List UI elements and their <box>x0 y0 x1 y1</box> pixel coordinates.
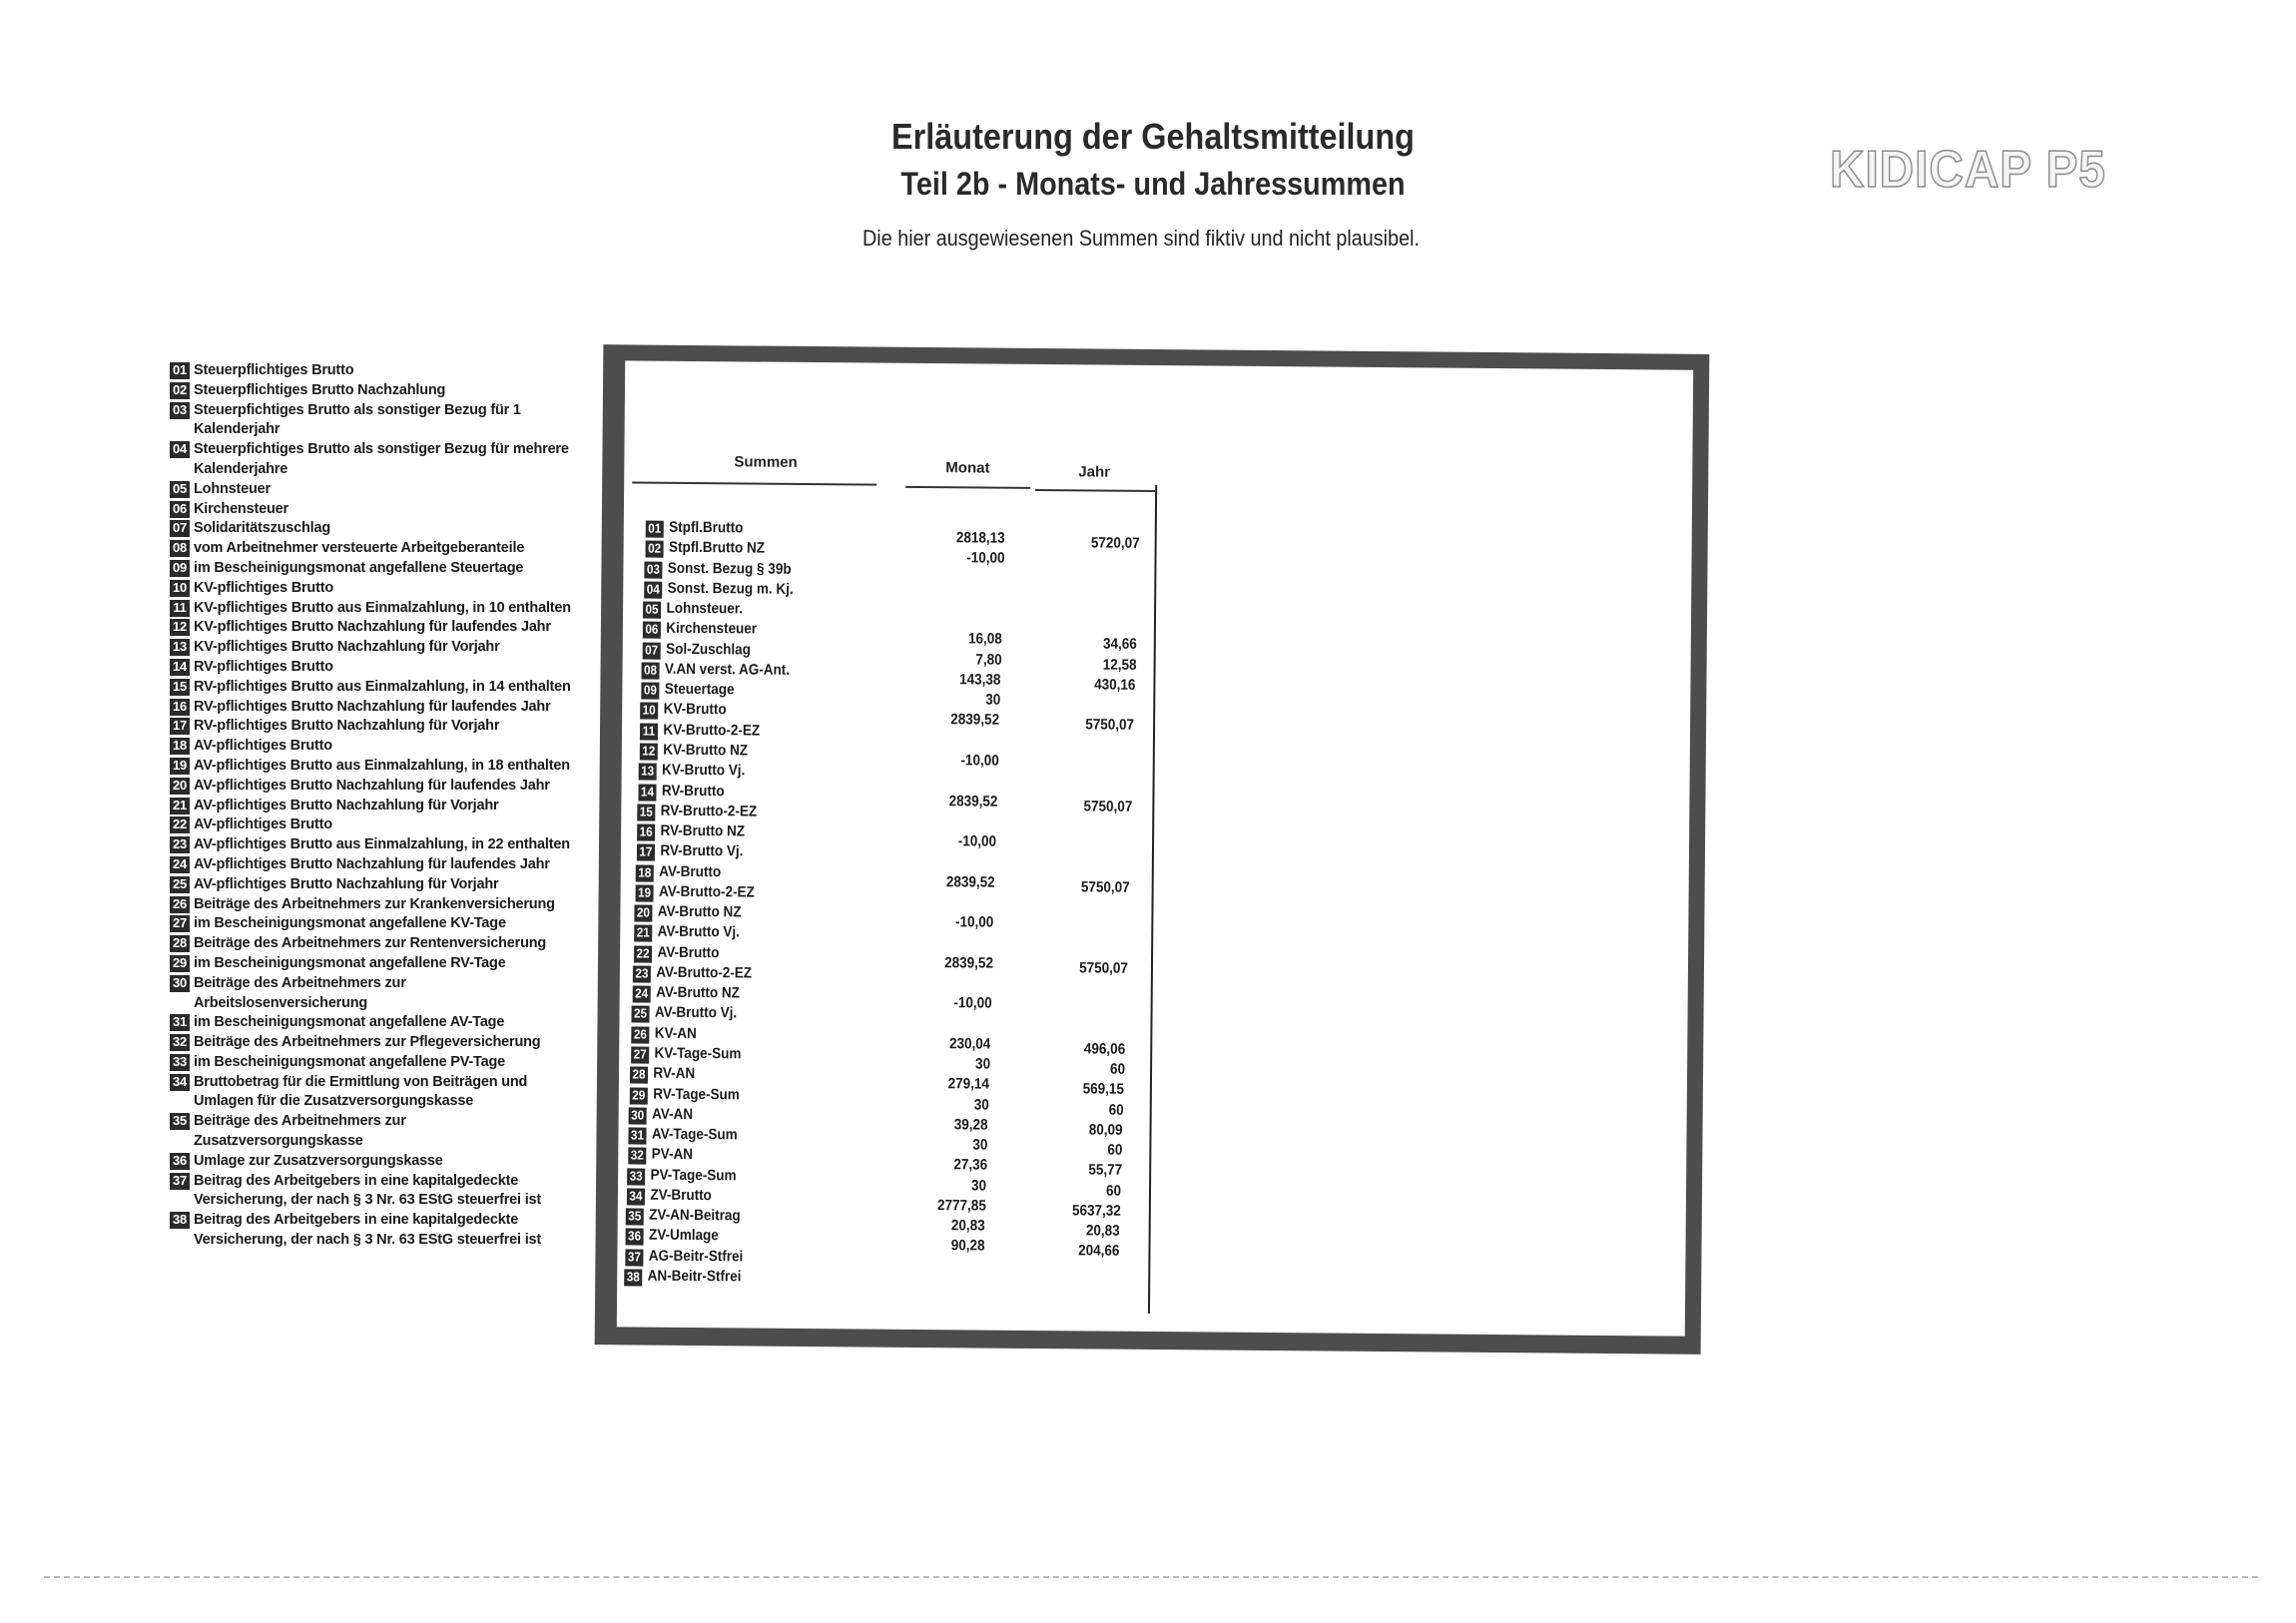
legend-item <box>170 480 609 500</box>
row-number-badge: 11 <box>640 723 658 740</box>
item-number-badge: 32 <box>170 1034 190 1051</box>
row-label: AV-Brutto Vj. <box>657 923 740 941</box>
legend-item-text: KV-pflichtiges Brutto Nachzahlung für laufendes Jahr <box>194 619 551 636</box>
row-number-badge: 29 <box>630 1087 648 1104</box>
row-jahr-value: 5750,07 <box>1083 797 1133 815</box>
item-number-badge: 37 <box>170 1173 190 1190</box>
legend-item <box>170 895 609 915</box>
legend-item <box>170 401 609 441</box>
jahr-underline <box>1035 489 1155 492</box>
item-number-badge: 26 <box>170 896 190 913</box>
legend-item-text: AV-pflichtiges Brutto Nachzahlung für laufendes Jahr <box>194 855 550 872</box>
legend-item <box>170 381 609 401</box>
row-monat-value: 7,80 <box>974 651 1002 669</box>
row-monat-value: -10,00 <box>955 913 994 931</box>
item-number-badge: 06 <box>170 501 190 518</box>
legend-item <box>170 717 609 737</box>
legend-item <box>170 361 609 381</box>
legend-item-text: KV-pflichtiges Brutto Nachzahlung für Vorjahr <box>194 639 500 656</box>
item-number-badge: 16 <box>170 699 190 716</box>
legend-item-text: Beiträge des Arbeitnehmers zur Zusatzversorgungskasse <box>194 1113 406 1150</box>
item-number-badge: 22 <box>170 816 190 833</box>
row-label: AG-Beitr-Stfrei <box>648 1247 744 1266</box>
disclaimer-note: Die hier ausgewiesenen Summen sind fiktiv und nicht plausibel. <box>862 226 1421 251</box>
row-number-badge: 25 <box>632 1006 650 1023</box>
row-monat-value: 143,38 <box>959 671 1001 689</box>
row-number-badge: 08 <box>642 662 660 679</box>
row-monat-value: 39,28 <box>954 1116 989 1134</box>
item-number-badge: 04 <box>170 441 190 458</box>
row-number-badge: 05 <box>643 602 661 619</box>
item-number-badge: 08 <box>170 540 190 557</box>
row-number-badge: 06 <box>643 622 661 639</box>
item-number-badge: 17 <box>170 718 190 735</box>
row-label: Stpfl.Brutto <box>669 518 744 537</box>
document-title: Erläuterung der Gehaltsmitteilung <box>891 116 1415 157</box>
legend-item-text: im Bescheinigungsmonat angefallene RV-Tage <box>194 954 506 971</box>
row-label: AN-Beitr-Stfrei <box>647 1267 742 1286</box>
legend-item <box>170 1112 609 1152</box>
legend-item-text: AV-pflichtiges Brutto <box>194 816 332 833</box>
row-label: KV-Brutto-2-EZ <box>663 721 761 740</box>
row-label: Sonst. Bezug § 39b <box>667 559 792 578</box>
row-number-badge: 07 <box>642 642 660 659</box>
row-jahr-value: 55,77 <box>1087 1161 1122 1180</box>
legend-item-text: RV-pflichtiges Brutto <box>194 658 333 675</box>
row-number-badge: 18 <box>636 864 654 881</box>
row-monat-value: 30 <box>971 1177 987 1195</box>
row-number-badge: 12 <box>639 743 657 760</box>
row-jahr-value: 496,06 <box>1083 1040 1126 1058</box>
row-monat-value: 230,04 <box>948 1034 991 1053</box>
row-number-badge: 17 <box>636 844 654 861</box>
row-jahr-value: 20,83 <box>1086 1222 1121 1240</box>
row-label: Sonst. Bezug m. Kj. <box>667 579 794 598</box>
row-number-badge: 01 <box>646 521 664 538</box>
row-number-badge: 16 <box>637 824 655 841</box>
legend-item-text: Steuerpflichtiges Brutto <box>194 362 354 378</box>
document-subtitle: Teil 2b - Monats- und Jahressummen <box>900 166 1406 202</box>
row-label: RV-Tage-Sum <box>652 1085 740 1103</box>
row-jahr-value: 5750,07 <box>1080 877 1130 896</box>
legend-item <box>170 1172 609 1212</box>
legend-item-text: Steuerpfichtiges Brutto als sonstiger Bezug für mehrere Kalenderjahre <box>194 441 569 477</box>
row-label: RV-Brutto NZ <box>660 821 746 840</box>
row-jahr-value: 60 <box>1107 1141 1123 1159</box>
legend-item-text: Steuerpflichtiges Brutto Nachzahlung <box>194 381 446 398</box>
row-monat-value: 2777,85 <box>936 1197 986 1215</box>
row-monat-value: 2839,52 <box>946 872 995 891</box>
row-label: RV-Brutto <box>661 782 725 800</box>
legend-item <box>170 1033 609 1053</box>
item-number-badge: 30 <box>170 975 190 992</box>
row-monat-value: 279,14 <box>947 1075 990 1093</box>
row-number-badge: 27 <box>631 1046 649 1063</box>
legend-item <box>170 618 609 638</box>
item-number-badge: 01 <box>170 362 190 379</box>
row-label: ZV-Umlage <box>648 1227 719 1245</box>
legend-item-text: Umlage zur Zusatzversorgungskasse <box>194 1152 443 1169</box>
item-number-badge: 19 <box>170 758 190 775</box>
legend-list <box>170 361 609 1251</box>
legend-item-text: KV-pflichtiges Brutto <box>194 579 333 596</box>
legend-item-text: RV-pflichtiges Brutto Nachzahlung für Vorjahr <box>194 718 500 735</box>
row-jahr-value: 5637,32 <box>1071 1202 1121 1220</box>
row-label: KV-Brutto <box>663 701 728 719</box>
item-number-badge: 25 <box>170 876 190 893</box>
row-label: KV-Brutto Vj. <box>662 761 746 780</box>
legend-item <box>170 519 609 539</box>
row-number-badge: 04 <box>644 581 662 598</box>
row-number-badge: 36 <box>626 1229 644 1246</box>
legend-item <box>170 815 609 835</box>
legend-item <box>170 954 609 974</box>
legend-item-text: im Bescheinigungsmonat angefallene Steuertage <box>194 559 524 576</box>
row-number-badge: 09 <box>641 683 659 700</box>
row-label: ZV-Brutto <box>650 1186 712 1205</box>
row-jahr-value: 5750,07 <box>1078 959 1128 977</box>
legend-item-text: im Bescheinigungsmonat angefallene AV-Tage <box>194 1014 505 1031</box>
row-label: RV-AN <box>653 1064 696 1083</box>
row-monat-value: -10,00 <box>957 832 997 850</box>
row-monat-value: 16,08 <box>967 630 1002 649</box>
row-label: AV-Tage-Sum <box>651 1125 738 1144</box>
row-number-badge: 32 <box>628 1148 646 1165</box>
row-label: AV-Brutto <box>657 943 720 961</box>
column-divider <box>1148 485 1157 1314</box>
legend-item <box>170 678 609 698</box>
legend-item-text: Beiträge des Arbeitnehmers zur Arbeitslosenversicherung <box>194 974 406 1011</box>
row-number-badge: 15 <box>638 804 656 820</box>
legend-item-text: Lohnsteuer <box>194 480 271 497</box>
row-number-badge: 19 <box>635 884 653 901</box>
legend-item-text: Solidaritätszuschlag <box>194 520 331 537</box>
legend-item <box>170 559 609 579</box>
item-number-badge: 31 <box>170 1014 190 1031</box>
header-monat: Monat <box>945 459 990 477</box>
legend-item <box>170 599 609 619</box>
item-number-badge: 07 <box>170 520 190 537</box>
item-number-badge: 10 <box>170 580 190 597</box>
legend-item <box>170 914 609 934</box>
legend-item-text: im Bescheinigungsmonat angefallene KV-Tage <box>194 915 506 932</box>
row-monat-value: 30 <box>973 1095 989 1114</box>
row-number-badge: 35 <box>626 1209 644 1226</box>
row-label: PV-AN <box>651 1145 693 1164</box>
row-number-badge: 13 <box>639 764 657 781</box>
item-number-badge: 35 <box>170 1113 190 1130</box>
row-number-badge: 24 <box>632 986 650 1003</box>
row-label: RV-Brutto Vj. <box>659 842 744 860</box>
legend-item-text: RV-pflichtiges Brutto Nachzahlung für laufendes Jahr <box>194 698 551 715</box>
row-number-badge: 20 <box>635 905 653 922</box>
legend-item <box>170 579 609 599</box>
row-jahr-value: 5720,07 <box>1090 534 1140 552</box>
row-number-badge: 23 <box>633 965 651 982</box>
legend-item <box>170 1073 609 1113</box>
legend-item-text: RV-pflichtiges Brutto aus Einmalzahlung, in 14 enthalten <box>194 678 571 695</box>
row-number-badge: 38 <box>624 1269 642 1286</box>
item-number-badge: 33 <box>170 1054 190 1071</box>
row-jahr-value: 60 <box>1108 1101 1124 1119</box>
legend-item-text: AV-pflichtiges Brutto Nachzahlung für Vorjahr <box>194 875 499 892</box>
sums-table-frame <box>595 344 1710 1354</box>
row-jahr-value: 430,16 <box>1094 676 1136 694</box>
row-monat-value: 30 <box>972 1136 988 1154</box>
item-number-badge: 14 <box>170 659 190 676</box>
row-number-badge: 26 <box>631 1026 649 1043</box>
legend-item-text: Steuerpfichtiges Brutto als sonstiger Bezug für 1 Kalenderjahr <box>194 401 521 438</box>
legend-item-text: AV-pflichtiges Brutto Nachzahlung für Vorjahr <box>194 797 499 813</box>
item-number-badge: 15 <box>170 679 190 696</box>
legend-item <box>170 1152 609 1172</box>
legend-item <box>170 855 609 875</box>
legend-item <box>170 1211 609 1251</box>
legend-item-text: Kirchensteuer <box>194 500 288 517</box>
item-number-badge: 20 <box>170 778 190 795</box>
row-jahr-value: 60 <box>1106 1182 1122 1200</box>
row-number-badge: 33 <box>627 1168 645 1185</box>
row-monat-value: 30 <box>985 691 1001 709</box>
item-number-badge: 18 <box>170 738 190 755</box>
item-number-badge: 11 <box>170 600 190 617</box>
row-jahr-value: 569,15 <box>1082 1080 1125 1099</box>
legend-item <box>170 500 609 520</box>
legend-item-text: Beiträge des Arbeitnehmers zur Krankenversicherung <box>194 895 555 912</box>
legend-item <box>170 974 609 1014</box>
item-number-badge: 23 <box>170 836 190 853</box>
row-number-badge: 22 <box>634 945 652 962</box>
legend-item <box>170 1053 609 1073</box>
row-monat-value: -10,00 <box>959 752 999 770</box>
row-number-badge: 34 <box>627 1188 645 1205</box>
row-label: Sol-Zuschlag <box>665 640 751 659</box>
legend-item-text: Beitrag des Arbeitgebers in eine kapitalgedeckte Versicherung, der nach § 3 Nr. 63 EStG steuerfrei ist <box>194 1172 542 1209</box>
legend-item <box>170 757 609 777</box>
row-monat-value: 2839,52 <box>948 792 998 811</box>
item-number-badge: 13 <box>170 639 190 656</box>
summen-underline <box>632 481 876 485</box>
row-label: KV-AN <box>654 1024 697 1042</box>
legend-item-text: AV-pflichtiges Brutto <box>194 738 332 755</box>
item-number-badge: 29 <box>170 955 190 972</box>
row-number-badge: 21 <box>634 925 652 942</box>
row-monat-value: 2839,52 <box>943 953 993 972</box>
row-label: AV-Brutto <box>659 862 722 880</box>
item-number-badge: 12 <box>170 619 190 636</box>
row-monat-value: 2818,13 <box>955 529 1005 547</box>
row-label: AV-Brutto NZ <box>658 902 743 921</box>
legend-item <box>170 658 609 678</box>
row-label: RV-Brutto-2-EZ <box>661 802 758 820</box>
legend-item <box>170 440 609 480</box>
legend-item <box>170 698 609 718</box>
row-label: AV-Brutto Vj. <box>655 1004 738 1022</box>
item-number-badge: 05 <box>170 481 190 498</box>
kidicap-logo: KIDICAP P5 <box>1830 141 2106 199</box>
item-number-badge: 28 <box>170 935 190 952</box>
item-number-badge: 38 <box>170 1212 190 1229</box>
legend-item <box>170 835 609 855</box>
row-label: AV-Brutto-2-EZ <box>656 963 753 982</box>
legend-item <box>170 797 609 816</box>
row-label: Steuertage <box>664 680 735 699</box>
row-jahr-value: 5750,07 <box>1085 716 1135 735</box>
row-number-badge: 31 <box>628 1128 646 1145</box>
row-label: PV-Tage-Sum <box>650 1166 737 1185</box>
row-label: ZV-AN-Beitrag <box>649 1206 742 1225</box>
row-number-badge: 10 <box>641 703 659 720</box>
item-number-badge: 34 <box>170 1074 190 1091</box>
row-monat-value: 30 <box>974 1055 990 1073</box>
header-jahr: Jahr <box>1078 463 1111 481</box>
table-row <box>624 1267 1127 1291</box>
item-number-badge: 03 <box>170 402 190 419</box>
row-label: Kirchensteuer <box>666 620 758 638</box>
item-number-badge: 21 <box>170 798 190 814</box>
row-monat-value: 90,28 <box>950 1237 985 1255</box>
legend-item-text: Beiträge des Arbeitnehmers zur Rentenversicherung <box>194 935 547 952</box>
row-monat-value: -10,00 <box>965 549 1005 567</box>
header-summen: Summen <box>734 453 798 471</box>
page-separator <box>44 1576 2258 1578</box>
item-number-badge: 24 <box>170 856 190 873</box>
row-label: AV-Brutto-2-EZ <box>658 882 755 901</box>
item-number-badge: 09 <box>170 560 190 577</box>
legend-item-text: im Bescheinigungsmonat angefallene PV-Tage <box>194 1053 506 1070</box>
row-jahr-value: 204,66 <box>1078 1242 1120 1261</box>
row-monat-value: 2839,52 <box>950 711 1000 730</box>
item-number-badge: 36 <box>170 1153 190 1170</box>
row-label: AV-Brutto NZ <box>655 983 740 1002</box>
legend-item <box>170 638 609 658</box>
legend-item <box>170 737 609 757</box>
row-monat-value: 27,36 <box>952 1156 987 1174</box>
row-number-badge: 28 <box>630 1067 648 1084</box>
row-number-badge: 37 <box>625 1249 643 1266</box>
row-monat-value: 20,83 <box>951 1217 986 1235</box>
row-label: V.AN verst. AG-Ant. <box>665 660 791 679</box>
row-number-badge: 30 <box>629 1107 647 1124</box>
legend-item <box>170 777 609 797</box>
legend-item-text: vom Arbeitnehmer versteuerte Arbeitgeberanteile <box>194 540 525 557</box>
row-jahr-value: 80,09 <box>1089 1121 1124 1139</box>
legend-item-text: AV-pflichtiges Brutto aus Einmalzahlung, in 18 enthalten <box>194 757 570 774</box>
item-number-badge: 27 <box>170 915 190 932</box>
row-label: Lohnsteuer. <box>666 599 744 618</box>
row-label: KV-Brutto NZ <box>662 741 748 760</box>
legend-item <box>170 539 609 559</box>
legend-item <box>170 1013 609 1033</box>
legend-item-text: KV-pflichtiges Brutto aus Einmalzahlung, in 10 enthalten <box>194 599 571 616</box>
row-number-badge: 02 <box>645 541 663 558</box>
row-jahr-value: 34,66 <box>1102 635 1137 654</box>
legend-item <box>170 875 609 895</box>
legend-item <box>170 934 609 954</box>
legend-item-text: AV-pflichtiges Brutto aus Einmalzahlung, in 22 enthalten <box>194 836 570 853</box>
legend-item-text: Bruttobetrag für die Ermittlung von Beiträgen und Umlagen für die Zusatzversorgungskasse <box>194 1073 528 1110</box>
row-label: AV-AN <box>652 1105 694 1123</box>
monat-underline <box>905 486 1030 489</box>
item-number-badge: 02 <box>170 382 190 399</box>
row-jahr-value: 12,58 <box>1102 656 1137 674</box>
row-monat-value: -10,00 <box>953 994 992 1012</box>
row-number-badge: 03 <box>645 561 663 578</box>
row-label: Stpfl.Brutto NZ <box>668 539 765 557</box>
row-label: KV-Tage-Sum <box>654 1044 742 1063</box>
legend-item-text: Beitrag des Arbeitgebers in eine kapitalgedeckte Versicherung, der nach § 3 Nr. 63 EStG steuerfrei ist <box>194 1212 542 1249</box>
row-jahr-value: 60 <box>1109 1060 1125 1078</box>
legend-item-text: AV-pflichtiges Brutto Nachzahlung für laufendes Jahr <box>194 777 550 794</box>
row-number-badge: 14 <box>638 784 656 801</box>
legend-item-text: Beiträge des Arbeitnehmers zur Pflegeversicherung <box>194 1034 541 1051</box>
